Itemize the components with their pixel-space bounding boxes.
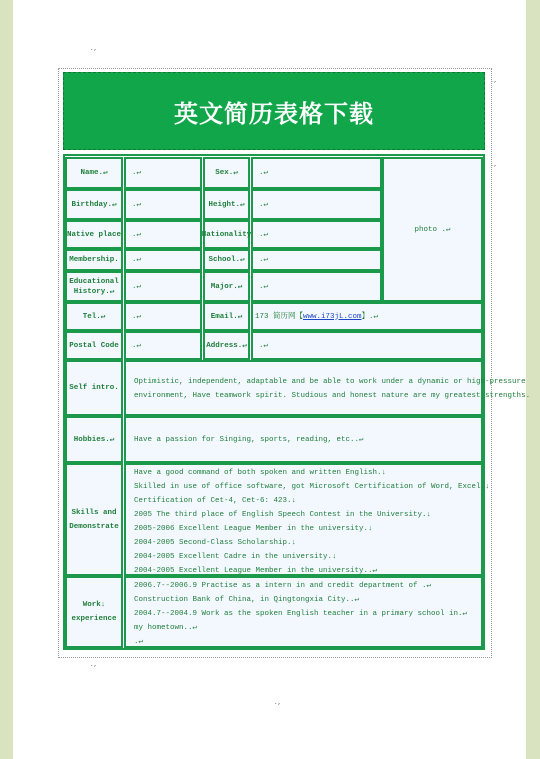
field-value: .↵	[259, 169, 269, 177]
skills-line: Skilled in use of office software, got Microsoft Certification of Word, Excel.↓	[134, 483, 490, 491]
tel-field[interactable]	[124, 302, 202, 331]
label-sex: Sex.↵	[203, 157, 250, 189]
skills-line: 2004-2005 Second-Class Scholarship.↓	[134, 539, 297, 547]
label-postal-code: Postal Code	[65, 331, 123, 360]
field-value: .↵	[132, 200, 142, 209]
field-value: .↵	[259, 256, 269, 264]
paragraph-mark: .,	[490, 77, 498, 84]
nationality-field[interactable]	[251, 220, 382, 249]
label-birthday: Birthday.↵	[65, 189, 123, 220]
label-email: Email.↵	[203, 302, 250, 331]
field-value: .↵	[132, 169, 142, 177]
birthday-field[interactable]	[124, 189, 202, 220]
sex-field[interactable]	[251, 157, 382, 189]
height-field[interactable]	[251, 189, 382, 220]
field-value: .↵	[259, 341, 269, 350]
label-skills	[65, 463, 123, 576]
postal-code-field[interactable]	[124, 331, 202, 360]
label-self-intro: Self intro.	[65, 360, 123, 416]
label-history: History.↵	[73, 287, 115, 296]
label-native-place: Native place	[65, 220, 123, 249]
hobbies-field[interactable]	[124, 416, 483, 463]
email-prefix: 173 简历网【	[255, 312, 304, 321]
label-educational: Educational	[69, 277, 119, 286]
label-school: School.↵	[203, 249, 250, 271]
skills-field[interactable]	[124, 463, 490, 576]
label-skills-line2: Demonstrate	[69, 522, 119, 531]
work-line: my hometown..↵	[134, 624, 198, 632]
email-suffix: 】.↵	[361, 312, 379, 321]
hobbies-text: Have a passion for Singing, sports, reading, etc..↵	[134, 435, 364, 444]
label-major: Major.↵	[203, 271, 250, 302]
label-address: Address.↵	[203, 331, 250, 360]
title-banner	[63, 72, 485, 150]
paragraph-mark: .,	[490, 161, 498, 168]
label-hobbies: Hobbies.↵	[65, 416, 123, 463]
skills-line: 2004-2005 Excellent League Member in the university..↵	[134, 567, 378, 575]
educational-history-field[interactable]	[124, 271, 202, 302]
website-link[interactable]: www.i73jL.com	[303, 312, 362, 321]
field-value: .↵	[132, 341, 142, 350]
skills-line: 2005 The third place of English Speech Contest in the University.↓	[134, 511, 432, 519]
major-field[interactable]	[251, 271, 382, 302]
label-tel: Tel.↵	[65, 302, 123, 331]
skills-line: 2005-2006 Excellent League Member in the university.↓	[134, 525, 373, 533]
field-value: .↵	[132, 282, 142, 291]
work-line: 2004.7--2004.9 Work as the spoken English teacher in a primary school in.↵	[134, 610, 468, 618]
membership-field[interactable]	[124, 249, 202, 271]
skills-line: Have a good command of both spoken and written English.↓	[134, 469, 387, 477]
field-value: .↵	[132, 256, 142, 264]
self-intro-line: environment, Have teamwork spirit. Studious and honest nature are my greatest strengths.	[134, 392, 531, 400]
work-line: 2006.7--2006.9 Practise as a intern in and credit department of .↵	[134, 582, 432, 590]
field-value: .↵	[259, 230, 269, 239]
field-value: .↵	[259, 282, 269, 291]
self-intro-field[interactable]	[124, 360, 531, 416]
label-work-experience	[65, 576, 123, 648]
self-intro-line: Optimistic, independent, adaptable and be able to work under a dynamic or high-pressure	[134, 378, 526, 386]
address-field[interactable]	[251, 331, 483, 360]
label-educational-history	[65, 271, 123, 302]
skills-line: 2004-2005 Excellent Cadre in the university.↓	[134, 553, 337, 561]
label-skills-line1: Skills and	[71, 508, 117, 517]
work-experience-field[interactable]	[124, 576, 483, 648]
native-place-field[interactable]	[124, 220, 202, 249]
field-value: .↵	[132, 230, 142, 239]
paragraph-mark: .,	[90, 661, 98, 668]
work-line: Construction Bank of China, in Qingtongxia City..↵	[134, 596, 360, 604]
page-title: 英文简历表格下载	[174, 99, 374, 128]
label-nationality: Nationality	[203, 220, 250, 249]
email-field[interactable]	[251, 302, 483, 331]
paragraph-mark: .,	[274, 699, 282, 706]
label-membership: Membership.	[65, 249, 123, 271]
name-field[interactable]	[124, 157, 202, 189]
label-height: Height.↵	[203, 189, 250, 220]
label-name: Name.↵	[65, 157, 123, 189]
skills-line: Certification of Cet-4, Cet-6: 423.↓	[134, 497, 297, 505]
school-field[interactable]	[251, 249, 382, 271]
field-value: .↵	[132, 312, 142, 321]
photo-box[interactable]: photo .↵	[382, 157, 483, 302]
paragraph-mark: .,	[90, 45, 98, 52]
label-work-line1: Work↓	[82, 601, 106, 609]
label-work-line2: experience	[71, 615, 117, 623]
work-line: .↵	[134, 638, 144, 646]
field-value: .↵	[259, 200, 269, 209]
